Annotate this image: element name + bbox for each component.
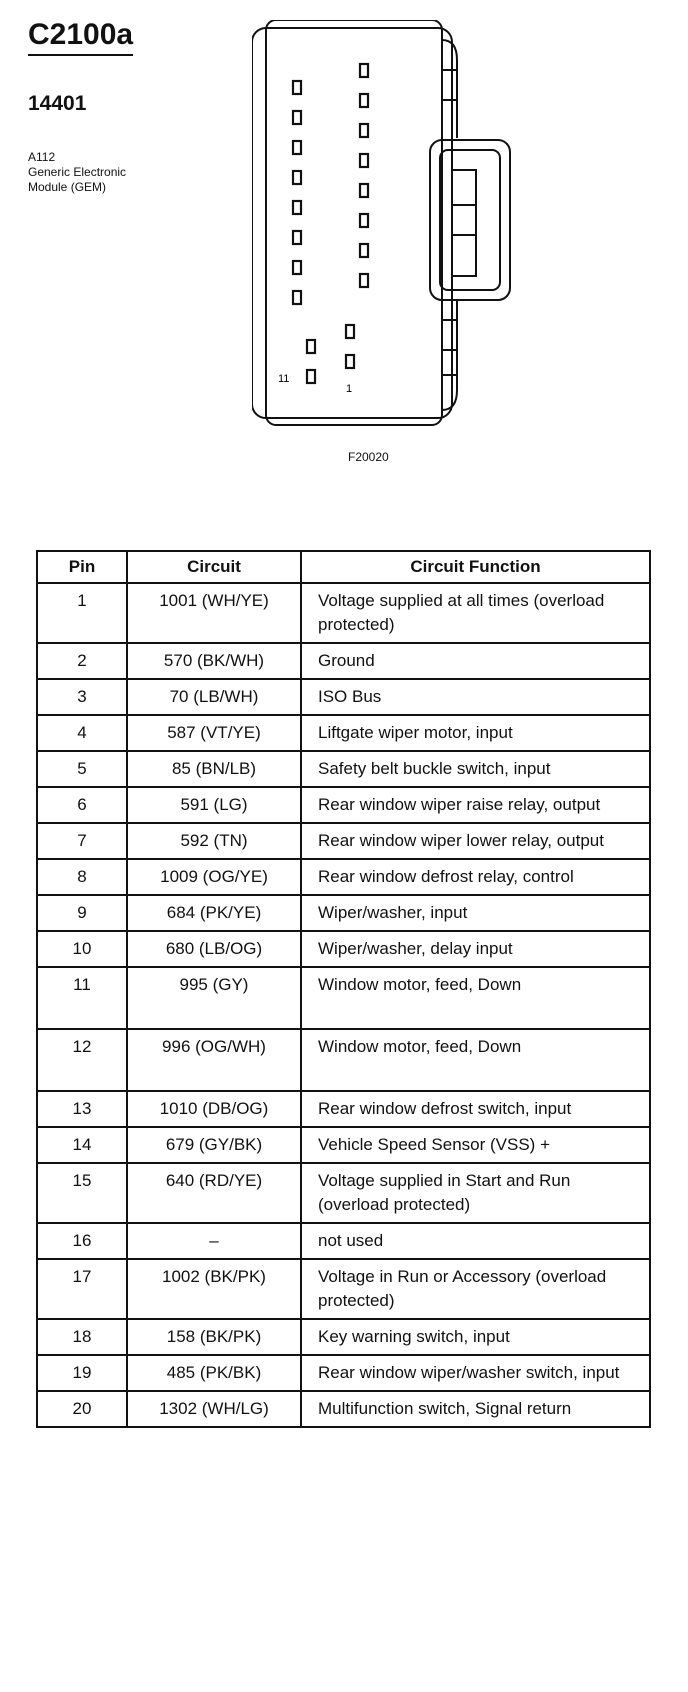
- table-row: [37, 895, 650, 931]
- pin-cell: 11: [37, 967, 127, 1029]
- circuit-cell: 995 (GY): [127, 967, 301, 1029]
- pin-cell: 6: [37, 787, 127, 823]
- table-row: [37, 679, 650, 715]
- table-row: [37, 931, 650, 967]
- component-name-line1: Generic Electronic: [28, 165, 127, 179]
- pin-cell: 2: [37, 643, 127, 679]
- table-row: [37, 583, 650, 643]
- table-row: [37, 1029, 650, 1091]
- function-cell: Voltage supplied at all times (overload protected): [301, 583, 650, 643]
- connector-diagram: [252, 20, 512, 440]
- function-cell: Window motor, feed, Down: [301, 967, 650, 1029]
- table-row: [37, 643, 650, 679]
- pin-cavities: [293, 64, 368, 383]
- function-cell: Key warning switch, input: [301, 1319, 650, 1355]
- table-row: [37, 715, 650, 751]
- circuit-cell: 592 (TN): [127, 823, 301, 859]
- table-row: [37, 1319, 650, 1355]
- circuit-cell: 70 (LB/WH): [127, 679, 301, 715]
- pin-cell: 18: [37, 1319, 127, 1355]
- function-cell: Rear window wiper raise relay, output: [301, 787, 650, 823]
- table-body: [37, 583, 650, 1427]
- function-cell: Rear window wiper lower relay, output: [301, 823, 650, 859]
- table-header-row: [37, 551, 650, 583]
- circuit-cell: 640 (RD/YE): [127, 1163, 301, 1223]
- table-row: [37, 1259, 650, 1319]
- table-row: [37, 1127, 650, 1163]
- connector-id: C2100a: [28, 18, 133, 56]
- function-cell: Liftgate wiper motor, input: [301, 715, 650, 751]
- function-cell: ISO Bus: [301, 679, 650, 715]
- pin-cell: 9: [37, 895, 127, 931]
- part-number: 14401: [28, 92, 87, 115]
- function-cell: Wiper/washer, input: [301, 895, 650, 931]
- pin-label-1: 1: [346, 383, 353, 395]
- table-row: [37, 859, 650, 895]
- circuit-cell: 680 (LB/OG): [127, 931, 301, 967]
- circuit-cell: 679 (GY/BK): [127, 1127, 301, 1163]
- table-row: [37, 1355, 650, 1391]
- function-cell: not used: [301, 1223, 650, 1259]
- circuit-cell: –: [127, 1223, 301, 1259]
- function-cell: Wiper/washer, delay input: [301, 931, 650, 967]
- function-cell: Ground: [301, 643, 650, 679]
- col-header-circuit: Circuit: [127, 551, 301, 583]
- circuit-cell: 1009 (OG/YE): [127, 859, 301, 895]
- circuit-cell: 591 (LG): [127, 787, 301, 823]
- pin-cell: 17: [37, 1259, 127, 1319]
- pin-cell: 19: [37, 1355, 127, 1391]
- function-cell: Window motor, feed, Down: [301, 1029, 650, 1091]
- figure-id: F20020: [348, 450, 389, 464]
- col-header-function: Circuit Function: [301, 551, 650, 583]
- table-row: [37, 1391, 650, 1427]
- circuit-cell: 570 (BK/WH): [127, 643, 301, 679]
- pin-cell: 3: [37, 679, 127, 715]
- pin-label-11: 11: [278, 373, 290, 385]
- table-row: [37, 967, 650, 1029]
- function-cell: Rear window defrost switch, input: [301, 1091, 650, 1127]
- function-cell: Safety belt buckle switch, input: [301, 751, 650, 787]
- circuit-cell: 85 (BN/LB): [127, 751, 301, 787]
- component-code: A112: [28, 150, 56, 164]
- pin-cell: 12: [37, 1029, 127, 1091]
- circuit-cell: 1001 (WH/YE): [127, 583, 301, 643]
- col-header-pin: Pin: [37, 551, 127, 583]
- pin-cell: 16: [37, 1223, 127, 1259]
- function-cell: Rear window wiper/washer switch, input: [301, 1355, 650, 1391]
- function-cell: Voltage supplied in Start and Run (overload protected): [301, 1163, 650, 1223]
- table-row: [37, 1163, 650, 1223]
- pin-cell: 4: [37, 715, 127, 751]
- pin-cell: 20: [37, 1391, 127, 1427]
- pin-cell: 1: [37, 583, 127, 643]
- table-row: [37, 1223, 650, 1259]
- circuit-cell: 1002 (BK/PK): [127, 1259, 301, 1319]
- circuit-cell: 485 (PK/BK): [127, 1355, 301, 1391]
- circuit-cell: 587 (VT/YE): [127, 715, 301, 751]
- circuit-cell: 1010 (DB/OG): [127, 1091, 301, 1127]
- pin-cell: 13: [37, 1091, 127, 1127]
- pin-cell: 7: [37, 823, 127, 859]
- pin-cell: 15: [37, 1163, 127, 1223]
- circuit-cell: 684 (PK/YE): [127, 895, 301, 931]
- component-name-line2: Module (GEM): [28, 180, 107, 194]
- table-row: [37, 787, 650, 823]
- function-cell: Rear window defrost relay, control: [301, 859, 650, 895]
- pin-cell: 5: [37, 751, 127, 787]
- pin-cell: 14: [37, 1127, 127, 1163]
- function-cell: Voltage in Run or Accessory (overload protected): [301, 1259, 650, 1319]
- pinout-table: [36, 550, 651, 1428]
- circuit-cell: 1302 (WH/LG): [127, 1391, 301, 1427]
- table-row: [37, 751, 650, 787]
- circuit-cell: 158 (BK/PK): [127, 1319, 301, 1355]
- component-description: [28, 150, 126, 195]
- table-row: [37, 1091, 650, 1127]
- pin-cell: 10: [37, 931, 127, 967]
- table-row: [37, 823, 650, 859]
- function-cell: Vehicle Speed Sensor (VSS) +: [301, 1127, 650, 1163]
- pin-cell: 8: [37, 859, 127, 895]
- circuit-cell: 996 (OG/WH): [127, 1029, 301, 1091]
- function-cell: Multifunction switch, Signal return: [301, 1391, 650, 1427]
- latch-slot: [452, 170, 476, 276]
